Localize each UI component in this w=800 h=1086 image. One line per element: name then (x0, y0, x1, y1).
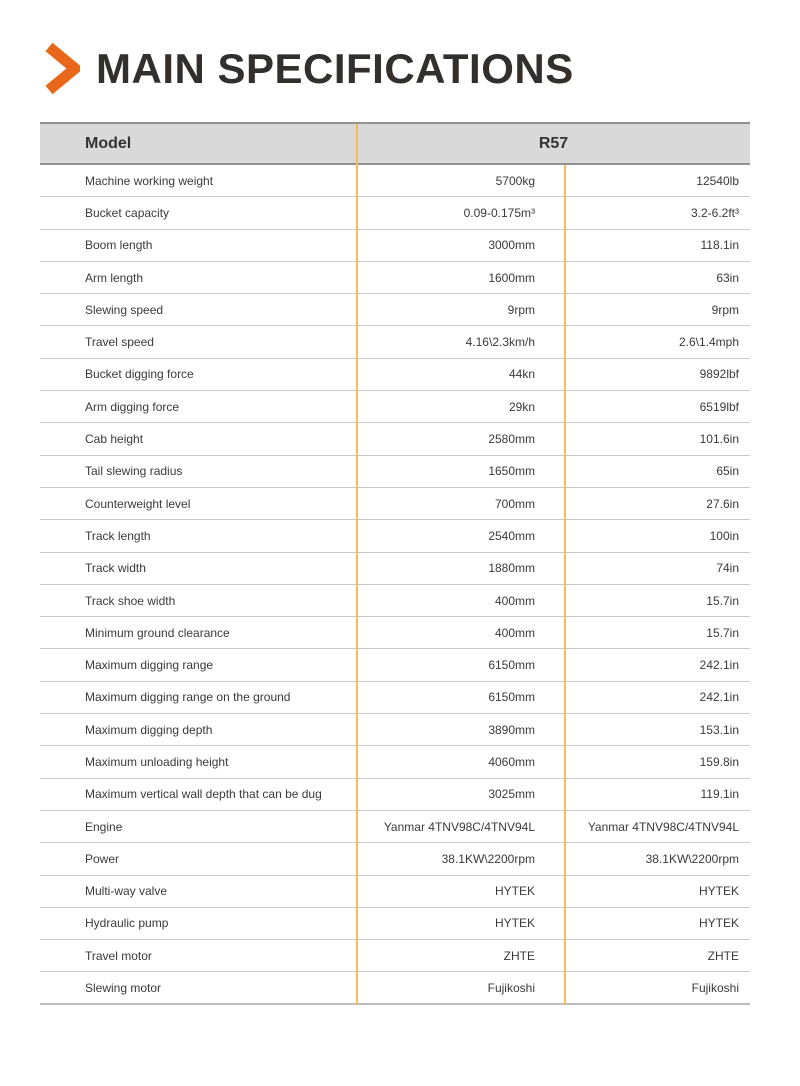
spec-value-imperial: 242.1in (699, 658, 739, 673)
column-header-model-value: R57 (538, 134, 569, 152)
spec-label: Bucket capacity (85, 205, 170, 220)
page-header (0, 0, 800, 95)
spec-value-imperial: 2.6\1.4mph (678, 335, 739, 350)
spec-label: Arm length (85, 270, 144, 285)
spec-row (40, 197, 750, 229)
table-header-row (40, 122, 750, 165)
spec-label: Maximum vertical wall depth that can be dug (85, 787, 322, 802)
spec-row (40, 876, 750, 908)
spec-row (40, 359, 750, 391)
spec-value-metric: 2540mm (488, 528, 535, 543)
spec-value-metric: 4060mm (488, 754, 535, 769)
spec-value-imperial: 118.1in (700, 238, 739, 253)
spec-label: Maximum digging range (85, 658, 214, 673)
spec-label: Boom length (85, 238, 153, 253)
spec-value-imperial: 12540lb (696, 173, 739, 188)
spec-value-metric: 1600mm (488, 270, 535, 285)
spec-value-imperial: 6519lbf (699, 399, 739, 414)
spec-value-imperial: 3.2-6.2ft³ (690, 205, 739, 220)
spec-value-metric: 9rpm (507, 302, 535, 317)
spec-label: Bucket digging force (85, 367, 194, 382)
page-title: MAIN SPECIFICATIONS (96, 44, 574, 92)
spec-value-metric: Fujikoshi (487, 980, 535, 995)
specifications-table (40, 122, 750, 1005)
spec-value-metric: Yanmar 4TNV98C/4TNV94L (383, 819, 535, 834)
spec-label: Travel speed (85, 335, 154, 350)
spec-value-metric: 3000mm (488, 238, 535, 253)
spec-label: Maximum digging range on the ground (85, 690, 291, 705)
column-header-model: Model (85, 134, 132, 152)
spec-value-imperial: 159.8in (699, 754, 739, 769)
spec-row (40, 585, 750, 617)
spec-label: Track length (85, 528, 151, 543)
spec-value-metric: 400mm (494, 625, 535, 640)
spec-value-metric: 4.16\2.3km/h (465, 335, 535, 350)
table-body (40, 165, 750, 1005)
spec-value-metric: 6150mm (488, 658, 535, 673)
spec-value-metric: 3890mm (488, 722, 535, 737)
spec-value-metric: ZHTE (503, 948, 535, 963)
spec-row (40, 682, 750, 714)
spec-value-metric: 2580mm (488, 432, 535, 447)
spec-value-metric: 3025mm (488, 787, 535, 802)
spec-label: Track width (85, 561, 146, 576)
spec-value-imperial: 15.7in (706, 625, 739, 640)
spec-value-metric: 29kn (508, 399, 535, 414)
spec-value-metric: 5700kg (495, 173, 535, 188)
spec-value-imperial: 9rpm (711, 302, 739, 317)
spec-value-metric: HYTEK (494, 916, 535, 931)
spec-row (40, 553, 750, 585)
spec-value-metric: 400mm (494, 593, 535, 608)
spec-row (40, 746, 750, 778)
spec-value-imperial: 27.6in (706, 496, 739, 511)
spec-label: Hydraulic pump (85, 916, 169, 931)
spec-label: Travel motor (85, 948, 152, 963)
spec-row (40, 972, 750, 1004)
spec-label: Cab height (85, 432, 144, 447)
spec-row (40, 649, 750, 681)
spec-row (40, 617, 750, 649)
spec-row (40, 294, 750, 326)
spec-row (40, 165, 750, 197)
spec-value-metric: 700mm (494, 496, 535, 511)
spec-row (40, 230, 750, 262)
spec-label: Slewing speed (85, 302, 164, 317)
spec-label: Multi-way valve (85, 884, 168, 899)
spec-label: Counterweight level (85, 496, 191, 511)
spec-value-metric: 1650mm (488, 464, 535, 479)
spec-value-metric: HYTEK (494, 884, 535, 899)
spec-value-metric: 1880mm (488, 561, 535, 576)
spec-row (40, 811, 750, 843)
spec-label: Maximum unloading height (85, 754, 229, 769)
spec-value-imperial: HYTEK (698, 884, 739, 899)
spec-label: Slewing motor (85, 980, 162, 995)
chevron-right-icon (42, 42, 80, 95)
spec-value-metric: 6150mm (488, 690, 535, 705)
spec-label: Maximum digging depth (85, 722, 213, 737)
spec-row (40, 326, 750, 358)
spec-value-imperial: HYTEK (698, 916, 739, 931)
spec-value-imperial: 74in (716, 561, 739, 576)
spec-label: Minimum ground clearance (85, 625, 230, 640)
spec-label: Machine working weight (85, 173, 214, 188)
spec-value-imperial: 15.7in (706, 593, 739, 608)
spec-label: Arm digging force (85, 399, 180, 414)
spec-value-imperial: 100in (709, 528, 739, 543)
spec-row (40, 262, 750, 294)
spec-value-metric: 38.1KW\2200rpm (441, 851, 535, 866)
spec-value-imperial: 101.6in (699, 432, 739, 447)
spec-label: Power (85, 851, 120, 866)
spec-value-imperial: 38.1KW\2200rpm (645, 851, 739, 866)
spec-label: Tail slewing radius (85, 464, 183, 479)
spec-value-imperial: 119.1in (700, 787, 739, 802)
spec-label: Engine (85, 819, 123, 834)
spec-value-imperial: Fujikoshi (691, 980, 739, 995)
spec-value-imperial: Yanmar 4TNV98C/4TNV94L (587, 819, 739, 834)
spec-row (40, 940, 750, 972)
spec-label: Track shoe width (85, 593, 176, 608)
spec-row (40, 843, 750, 875)
spec-row (40, 456, 750, 488)
spec-value-imperial: ZHTE (707, 948, 739, 963)
spec-row (40, 714, 750, 746)
spec-value-imperial: 9892lbf (699, 367, 739, 382)
spec-row (40, 423, 750, 455)
spec-value-imperial: 63in (716, 270, 739, 285)
spec-row (40, 488, 750, 520)
spec-value-metric: 0.09-0.175m³ (463, 205, 535, 220)
spec-value-metric: 44kn (508, 367, 535, 382)
spec-row (40, 520, 750, 552)
spec-value-imperial: 65in (716, 464, 739, 479)
spec-row (40, 908, 750, 940)
spec-value-imperial: 153.1in (699, 722, 739, 737)
spec-row (40, 779, 750, 811)
spec-value-imperial: 242.1in (699, 690, 739, 705)
spec-row (40, 391, 750, 423)
